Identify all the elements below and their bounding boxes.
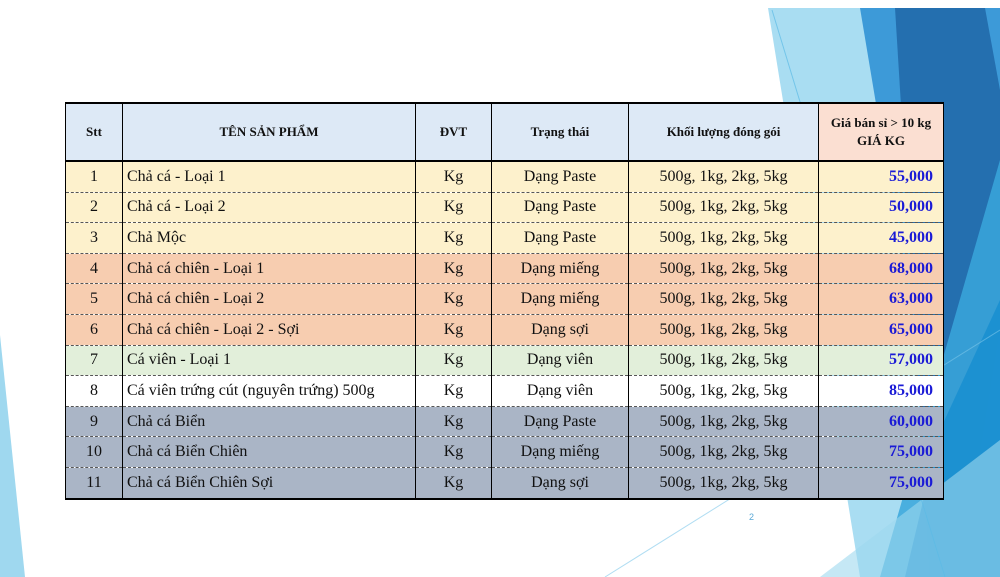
cell-stt: 4 xyxy=(66,253,123,284)
cell-status: Dạng viên xyxy=(492,345,629,376)
price-table xyxy=(65,102,944,500)
cell-stt: 1 xyxy=(66,161,123,192)
cell-unit: Kg xyxy=(416,467,492,498)
cell-unit: Kg xyxy=(416,314,492,345)
cell-price: 68,000 xyxy=(819,253,944,284)
cell-stt: 10 xyxy=(66,437,123,468)
table-header xyxy=(66,103,944,161)
cell-stt: 9 xyxy=(66,406,123,437)
cell-stt: 3 xyxy=(66,223,123,254)
cell-price: 55,000 xyxy=(819,161,944,192)
cell-packaging: 500g, 1kg, 2kg, 5kg xyxy=(629,376,819,407)
cell-price: 65,000 xyxy=(819,314,944,345)
cell-product-name: Chả cá Biển xyxy=(123,406,416,437)
cell-status: Dạng Paste xyxy=(492,406,629,437)
cell-packaging: 500g, 1kg, 2kg, 5kg xyxy=(629,345,819,376)
table-row xyxy=(66,223,944,254)
header-product-name: TÊN SẢN PHẨM xyxy=(123,103,416,161)
header-price-line2: GIÁ KG xyxy=(856,133,906,148)
cell-unit: Kg xyxy=(416,376,492,407)
cell-status: Dạng sợi xyxy=(492,467,629,498)
table-row xyxy=(66,467,944,498)
cell-unit: Kg xyxy=(416,192,492,223)
cell-stt: 2 xyxy=(66,192,123,223)
header-price xyxy=(819,103,944,161)
cell-product-name: Chả cá Biển Chiên xyxy=(123,437,416,468)
cell-packaging: 500g, 1kg, 2kg, 5kg xyxy=(629,223,819,254)
header-row xyxy=(66,103,944,161)
cell-product-name: Chả cá Biển Chiên Sợi xyxy=(123,467,416,498)
table-row xyxy=(66,314,944,345)
cell-price: 50,000 xyxy=(819,192,944,223)
cell-unit: Kg xyxy=(416,161,492,192)
cell-packaging: 500g, 1kg, 2kg, 5kg xyxy=(629,284,819,315)
cell-product-name: Chả cá chiên - Loại 2 - Sợi xyxy=(123,314,416,345)
cell-status: Dạng sợi xyxy=(492,314,629,345)
cell-stt: 8 xyxy=(66,376,123,407)
cell-packaging: 500g, 1kg, 2kg, 5kg xyxy=(629,161,819,192)
cell-price: 75,000 xyxy=(819,437,944,468)
cell-price: 60,000 xyxy=(819,406,944,437)
cell-status: Dạng Paste xyxy=(492,161,629,192)
cell-product-name: Chả Mộc xyxy=(123,223,416,254)
cell-status: Dạng miếng xyxy=(492,284,629,315)
cell-stt: 5 xyxy=(66,284,123,315)
cell-status: Dạng miếng xyxy=(492,437,629,468)
header-unit: ĐVT xyxy=(416,103,492,161)
cell-price: 57,000 xyxy=(819,345,944,376)
cell-unit: Kg xyxy=(416,284,492,315)
table-row xyxy=(66,161,944,192)
table-body xyxy=(66,161,944,499)
cell-packaging: 500g, 1kg, 2kg, 5kg xyxy=(629,192,819,223)
table-row xyxy=(66,284,944,315)
cell-price: 85,000 xyxy=(819,376,944,407)
cell-unit: Kg xyxy=(416,406,492,437)
cell-unit: Kg xyxy=(416,345,492,376)
cell-product-name: Cá viên trứng cút (nguyên trứng) 500g xyxy=(123,376,416,407)
cell-stt: 11 xyxy=(66,467,123,498)
cell-packaging: 500g, 1kg, 2kg, 5kg xyxy=(629,467,819,498)
header-price-line1: Giá bán sỉ > 10 kg xyxy=(830,115,932,130)
cell-product-name: Cá viên - Loại 1 xyxy=(123,345,416,376)
header-stt: Stt xyxy=(66,103,123,161)
table-row xyxy=(66,376,944,407)
table-row xyxy=(66,437,944,468)
cell-unit: Kg xyxy=(416,253,492,284)
table-row xyxy=(66,406,944,437)
cell-packaging: 500g, 1kg, 2kg, 5kg xyxy=(629,437,819,468)
cell-status: Dạng Paste xyxy=(492,192,629,223)
cell-product-name: Chả cá - Loại 2 xyxy=(123,192,416,223)
table-row xyxy=(66,253,944,284)
cell-status: Dạng miếng xyxy=(492,253,629,284)
header-packaging: Khối lượng đóng gói xyxy=(629,103,819,161)
cell-price: 45,000 xyxy=(819,223,944,254)
cell-price: 63,000 xyxy=(819,284,944,315)
table-row xyxy=(66,192,944,223)
cell-packaging: 500g, 1kg, 2kg, 5kg xyxy=(629,314,819,345)
page-number: 2 xyxy=(749,512,755,522)
cell-packaging: 500g, 1kg, 2kg, 5kg xyxy=(629,406,819,437)
cell-product-name: Chả cá chiên - Loại 2 xyxy=(123,284,416,315)
cell-price: 75,000 xyxy=(819,467,944,498)
cell-product-name: Chả cá - Loại 1 xyxy=(123,161,416,192)
cell-unit: Kg xyxy=(416,223,492,254)
table-row xyxy=(66,345,944,376)
cell-stt: 6 xyxy=(66,314,123,345)
cell-packaging: 500g, 1kg, 2kg, 5kg xyxy=(629,253,819,284)
header-status: Trạng thái xyxy=(492,103,629,161)
cell-status: Dạng Paste xyxy=(492,223,629,254)
cell-product-name: Chả cá chiên - Loại 1 xyxy=(123,253,416,284)
cell-status: Dạng viên xyxy=(492,376,629,407)
cell-stt: 7 xyxy=(66,345,123,376)
cell-unit: Kg xyxy=(416,437,492,468)
